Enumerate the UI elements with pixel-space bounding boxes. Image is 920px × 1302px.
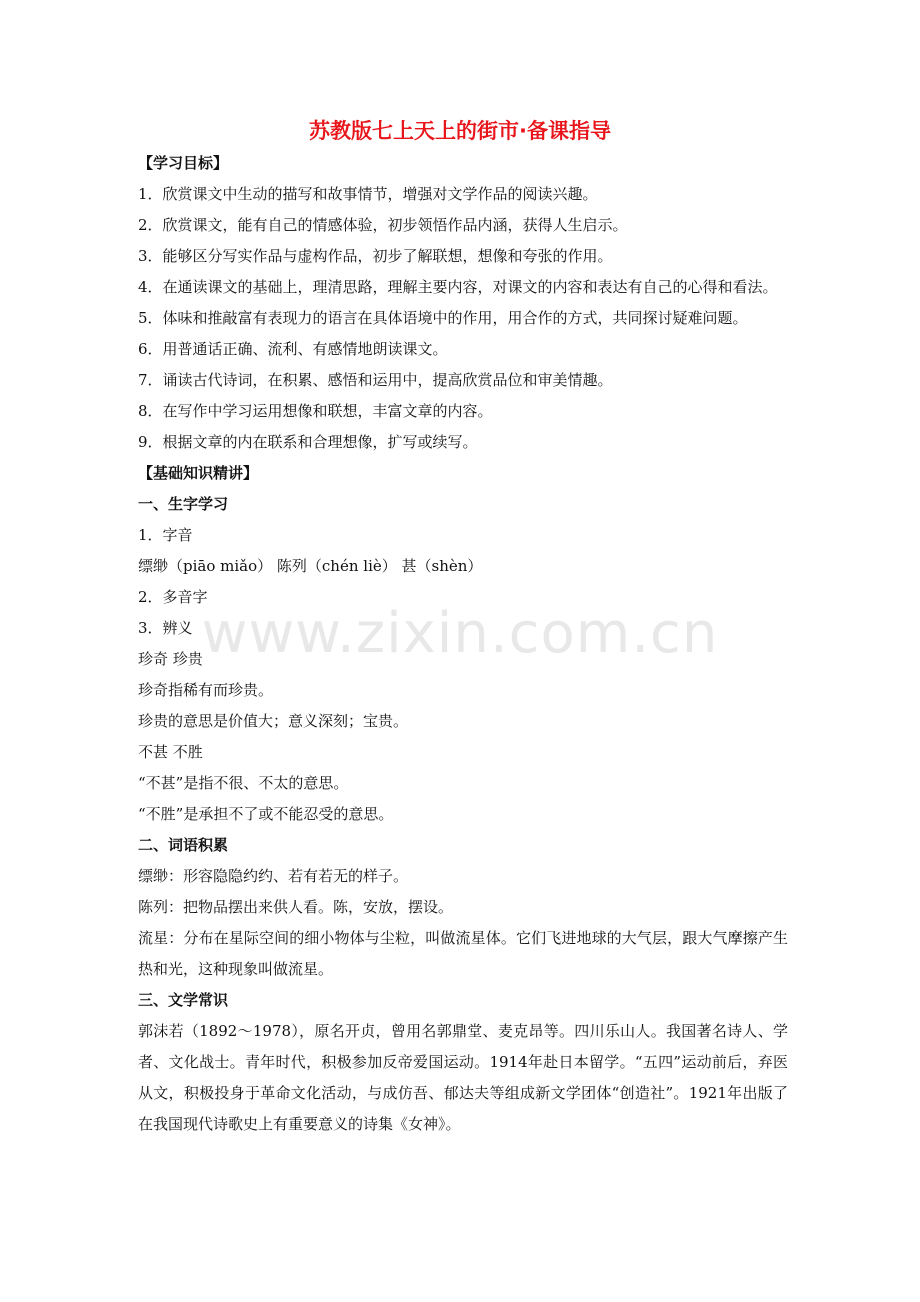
pronunciation-label: 1．字音 — [138, 526, 193, 544]
pronunciation-line: 缥缈（piāo miǎo） 陈列（chén liè） 甚（shèn） — [138, 557, 483, 575]
vocabulary-item: 陈列：把物品摆出来供人看。陈，安放，摆设。 — [138, 898, 454, 916]
distinguish-label: 3．辨义 — [138, 619, 193, 637]
polyphone-label: 2．多音字 — [138, 588, 208, 606]
word-pair: 珍奇 珍贵 — [138, 650, 203, 668]
literature-paragraph: 郭沫若（1892～1978），原名开贞，曾用名郭鼎堂、麦克昂等。四川乐山人。我国著名诗人、学者、文化战士。青年时代，积极参加反帝爱国运动。1914年赴日本留学。“五四”运动前后，弃医从文，积极投身于革命文化活动，与成仿吾、郁达夫等组成新文学团体“创造社”。1921年出版了在我国现代诗歌史上有重要意义的诗集《女神》。 — [138, 1022, 788, 1133]
document-title: 苏教版七上天上的街市·备课指导 — [309, 119, 611, 143]
subsection-heading-vocabulary: 二、词语积累 — [138, 836, 229, 854]
goal-item: 9．根据文章的内在联系和合理想像，扩写或续写。 — [138, 433, 478, 451]
word-pair-explanation: 珍奇指稀有而珍贵。 — [138, 681, 274, 699]
subsection-heading-literature: 三、文学常识 — [138, 991, 229, 1009]
goal-item: 6．用普通话正确、流利、有感情地朗读课文。 — [138, 340, 448, 358]
subsection-heading-characters: 一、生字学习 — [138, 495, 229, 513]
goal-item: 4．在通读课文的基础上，理清思路，理解主要内容，对课文的内容和表达有自己的心得和看法。 — [138, 278, 778, 296]
vocabulary-item: 流星：分布在星际空间的细小物体与尘粒，叫做流星体。它们飞进地球的大气层，跟大气摩擦产生热和光，这种现象叫做流星。 — [138, 929, 788, 978]
goal-item: 5．体味和推敲富有表现力的语言在具体语境中的作用，用合作的方式，共同探讨疑难问题。 — [138, 309, 748, 327]
word-pair-explanation: 珍贵的意思是价值大；意义深刻；宝贵。 — [138, 712, 409, 730]
vocabulary-item: 缥缈：形容隐隐约约、若有若无的样子。 — [138, 867, 409, 885]
word-pair: 不甚 不胜 — [138, 743, 203, 761]
section-heading-basics: 【基础知识精讲】 — [138, 464, 259, 482]
goal-item: 7．诵读古代诗词，在积累、感悟和运用中，提高欣赏品位和审美情趣。 — [138, 371, 613, 389]
word-pair-explanation: “不胜”是承担不了或不能忍受的意思。 — [138, 805, 394, 823]
goal-item: 3．能够区分写实作品与虚构作品，初步了解联想，想像和夸张的作用。 — [138, 247, 613, 265]
watermark: www.zixin.com.cn — [201, 601, 719, 666]
goal-item: 1．欣赏课文中生动的描写和故事情节，增强对文学作品的阅读兴趣。 — [138, 185, 598, 203]
section-heading-goals: 【学习目标】 — [138, 154, 229, 172]
goal-item: 8．在写作中学习运用想像和联想，丰富文章的内容。 — [138, 402, 493, 420]
word-pair-explanation: “不甚”是指不很、不太的意思。 — [138, 774, 349, 792]
document-body — [138, 148, 788, 1140]
goal-item: 2．欣赏课文，能有自己的情感体验，初步领悟作品内涵，获得人生启示。 — [138, 216, 628, 234]
